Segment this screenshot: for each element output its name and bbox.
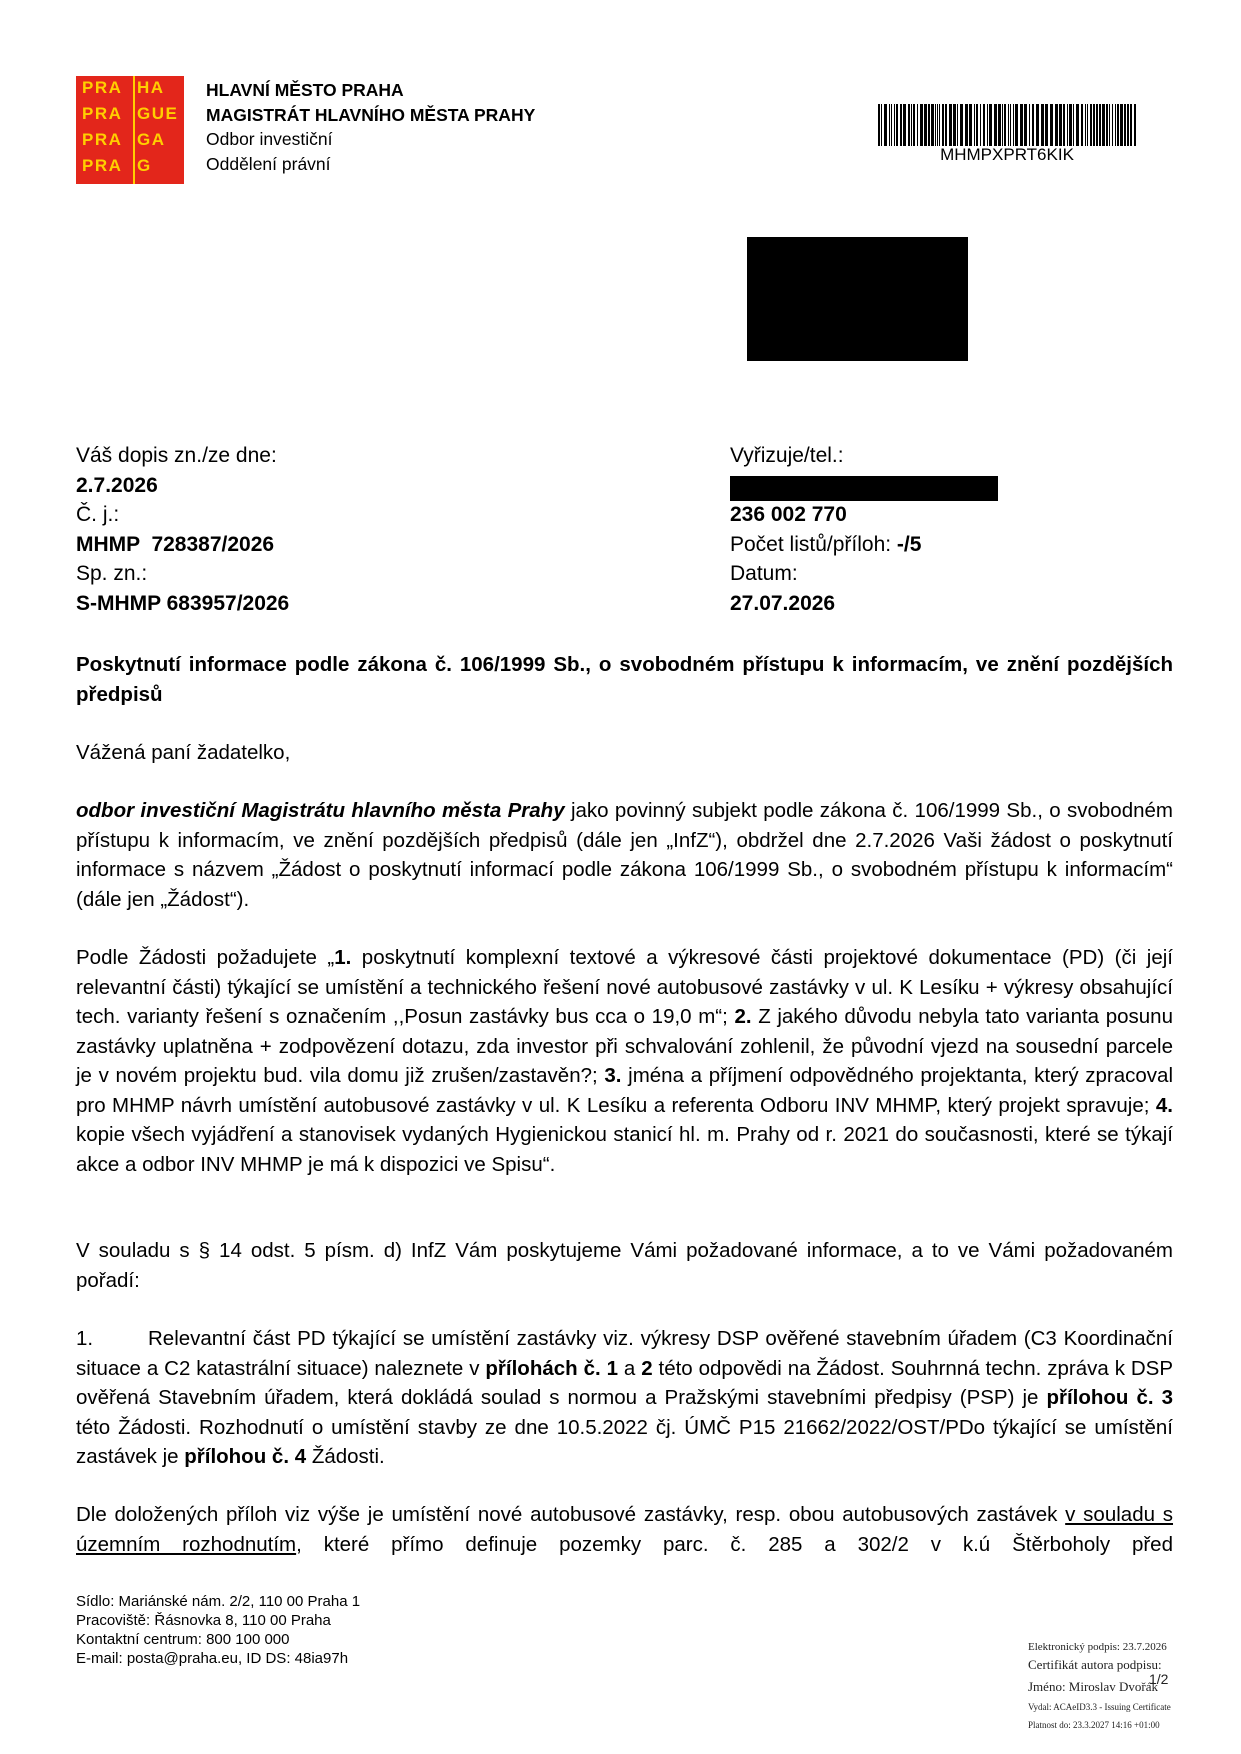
signature-issuer: Vydal: ACAeID3.3 - Issuing Certificate — [1028, 1702, 1171, 1712]
barcode-bar — [949, 104, 952, 146]
barcode-bar — [1015, 104, 1018, 146]
logo-row: PRA G — [82, 156, 152, 175]
paragraph-intro: odbor investiční Magistrátu hlavního města Prahy jako povinný subjekt podle zákona č. 106/1999 Sb., o svobodném přístupu k informacím, ve znění pozdějších předpisů (dále jen „InfZ“), obdržel dne 2.7.2026 Vaši žádost o poskytnutí informace s názvem „Žádost o poskytnutí informací podle zákona 106/1999 Sb., o svobodném přístupu k informacím“ (dále jen „Žádost“). — [76, 799, 1173, 911]
barcode-bar — [1008, 104, 1009, 146]
barcode-bar — [900, 104, 902, 146]
barcode-bar — [974, 104, 975, 146]
file-number: S-MHMP 683957/2026 — [76, 591, 290, 615]
paragraph-response: V souladu s § 14 odst. 5 písm. d) InfZ Vám poskytujeme Vámi požadované informace, a to ve Vámi požadovaném pořadí: — [76, 1239, 1173, 1292]
footer-office: Pracoviště: Řásnovka 8, 110 00 Praha — [76, 1612, 331, 1629]
document-date: 27.07.2026 — [730, 591, 836, 615]
page-number: 1/2 — [1149, 1671, 1169, 1687]
barcode-bar — [998, 104, 1001, 146]
paragraph-request: Podle Žádosti požadujete „1. poskytnutí komplexní textové a výkresové části projektové dokumentace (PD) (či její relevantní části) týkající se umístění a technického řešení nové autobusové zastávky v ul. K Lesíku + výkresy obsahující tech. varianty řešení s označením ,,Posun zastávky bus cca o 19,0 m“; 2. Z jakého důvodu nebyla tato varianta posunu zastávky uplatněna + zodpovězení dotazu, zda investor při schvalování zohlenil, že původní vjezd na sousední parcele je v novém projektu bud. vila domu již zrušen/zastavěn?; 3. jména a příjmení odpovědného projektanta, který zpracoval pro MHMP návrh umístění autobusové zastávky v ul. K Lesíku a referenta Odboru INV MHMP, který projekt spravuje; 4. kopie všech vyjádření a stanovisek vydaných Hygienickou stanicí hl. m. Prahy od r. 2021 do současnosti, které se týkají akce a odbor INV MHMP je má k dispozici ve Spisu“. — [76, 946, 1174, 1176]
barcode-bar — [1024, 104, 1027, 146]
barcode-bar — [987, 104, 988, 146]
barcode-bar — [924, 104, 927, 146]
barcode-bar — [1102, 104, 1105, 146]
barcode-bar — [976, 104, 978, 146]
barcode-bar — [1069, 104, 1072, 146]
barcode-bar — [983, 104, 985, 146]
barcode-bar — [1076, 104, 1079, 146]
file-number-label: Sp. zn.: — [76, 562, 148, 585]
barcode-bar — [1073, 104, 1074, 146]
barcode-bar — [894, 104, 895, 146]
barcode-bar — [1120, 104, 1123, 146]
barcode-bar — [1093, 104, 1095, 146]
signature-validity: Platnost do: 23.3.2027 14:16 +01:00 — [1028, 1720, 1160, 1730]
barcode-bar — [935, 104, 936, 146]
barcode-bar — [908, 104, 910, 146]
footer-contact-center: Kontaktní centrum: 800 100 000 — [76, 1631, 290, 1648]
barcode-bar — [953, 104, 956, 146]
paragraph-answer-1: 1. Relevantní část PD týkající se umístění zastávky viz. výkresy DSP ověřené stavebním úřadem (C3 Koordinační situace a C2 katastrální situace) naleznete v přílohách č. 1 a 2 této odpovědi na Žádost. Souhrnná techn. zpráva k DSP ověřená Stavebním úřadem, která dokládá soulad s normou a Pražskými stavebními předpisy (PSP) je přílohou č. 3 této Žádosti. Rozhodnutí o umístění stavby ze dne 10.5.2022 čj. ÚMČ P15 21662/2022/OST/PDo týkající se umístění zastávek je přílohou č. 4 Žádosti. — [76, 1327, 1173, 1468]
date-label: Datum: — [730, 562, 798, 585]
barcode-bar — [1055, 104, 1058, 146]
barcode-bar — [917, 104, 918, 146]
case-number-label: Č. j.: — [76, 503, 120, 526]
letter-ref-date: 2.7.2026 — [76, 473, 158, 497]
barcode-bar — [891, 104, 892, 146]
barcode-bar — [896, 104, 898, 146]
barcode-bar — [1124, 104, 1126, 146]
footer-contact — [76, 1592, 360, 1668]
barcode-bar — [1067, 104, 1068, 146]
barcode-bar — [1002, 104, 1003, 146]
barcode-bar — [1036, 104, 1039, 146]
barcode-bar — [913, 104, 915, 146]
barcode-bar — [1010, 104, 1011, 146]
barcode-bar — [1130, 104, 1132, 146]
signature-date: Elektronický podpis: 23.7.2026 — [1028, 1641, 1167, 1653]
logo-row: PRA GUE — [82, 104, 179, 123]
barcode-bar — [994, 104, 997, 146]
barcode-bar — [1013, 104, 1014, 146]
barcode-bar — [969, 104, 972, 146]
barcode-bar — [1117, 104, 1119, 146]
attachments-count: Počet listů/příloh: -/5 — [730, 532, 922, 556]
signature-name: Jméno: Miroslav Dvořák — [1028, 1679, 1158, 1694]
barcode-bar — [1081, 104, 1083, 146]
barcode-bar — [1134, 104, 1136, 146]
handler-label: Vyřizuje/tel.: — [730, 444, 844, 467]
issuer-magistrate: MAGISTRÁT HLAVNÍHO MĚSTA PRAHY — [206, 104, 536, 125]
barcode-bar — [937, 104, 938, 146]
barcode-bar — [980, 104, 981, 146]
barcode-bar — [931, 104, 934, 146]
redacted-handler — [730, 476, 998, 501]
issuer-section: Oddělení právní — [206, 153, 331, 174]
barcode-bar — [1020, 104, 1023, 146]
barcode-bar — [1059, 104, 1062, 146]
salutation: Vážená paní žadatelko, — [76, 741, 291, 764]
barcode-bar — [960, 104, 963, 146]
reference-right — [730, 441, 921, 618]
subject-line: Poskytnutí informace podle zákona č. 106/1999 Sb., o svobodném přístupu k informacím, ve znění pozdějších předpisů — [76, 653, 1173, 706]
barcode-bar — [1085, 104, 1086, 146]
handler-phone: 236 002 770 — [730, 503, 847, 526]
logo-row: PRA GA — [82, 130, 166, 149]
barcode-bar — [965, 104, 968, 146]
barcode-bar — [1087, 104, 1088, 146]
barcode-bar — [889, 104, 890, 146]
footer-email: E-mail: posta@praha.eu, ID DS: 48ia97h — [76, 1650, 349, 1667]
barcode-bar — [989, 104, 992, 146]
barcode-bar — [939, 104, 940, 146]
barcode-bar — [1090, 104, 1092, 146]
case-number: MHMP 728387/2026 — [76, 532, 275, 556]
barcode-bar — [1045, 104, 1048, 146]
barcode-bar — [1041, 104, 1044, 146]
barcode — [878, 104, 1136, 146]
barcode-bar — [1004, 104, 1006, 146]
barcode-bar — [928, 104, 930, 146]
praha-logo — [76, 76, 184, 184]
issuer-department: Odbor investiční — [206, 129, 333, 149]
barcode-bar — [911, 104, 912, 146]
barcode-bar — [957, 104, 958, 146]
barcode-bar — [878, 104, 880, 146]
barcode-bar — [1115, 104, 1116, 146]
signature-certificate: Certifikát autora podpisu: — [1028, 1657, 1162, 1672]
barcode-bar — [1050, 104, 1053, 146]
redacted-address — [747, 237, 968, 361]
barcode-bar — [1112, 104, 1113, 146]
barcode-bar — [1096, 104, 1098, 146]
barcode-bar — [903, 104, 906, 146]
issuer-city: HLAVNÍ MĚSTO PRAHA — [206, 80, 404, 100]
barcode-bar — [881, 104, 882, 146]
issuer-header — [206, 78, 535, 176]
paragraph-conclusion: Dle doložených příloh viz výše je umístění nové autobusové zastávky, resp. obou autobusových zastávek v souladu s územním rozhodnutím, které přímo definuje pozemky parc. č. 285 a 302/2 v k.ú Štěrboholy před — [76, 1503, 1174, 1556]
barcode-bar — [1127, 104, 1129, 146]
barcode-bar — [1032, 104, 1034, 146]
barcode-bar — [945, 104, 947, 146]
barcode-bar — [1063, 104, 1065, 146]
barcode-bar — [1099, 104, 1101, 146]
footer-seat: Sídlo: Mariánské nám. 2/2, 110 00 Praha 1 — [76, 1593, 361, 1610]
barcode-bar — [942, 104, 944, 146]
barcode-bar — [920, 104, 923, 146]
electronic-signature — [1028, 1640, 1178, 1734]
logo-row: PRA HA — [82, 78, 165, 97]
barcode-bar — [1106, 104, 1108, 146]
barcode-bar — [1109, 104, 1110, 146]
barcode-code: MHMPXPRT6KIK — [940, 145, 1074, 164]
barcode-bar — [1029, 104, 1030, 146]
barcode-bar — [884, 104, 887, 146]
letter-ref-label: Váš dopis zn./ze dne: — [76, 444, 277, 467]
reference-left — [76, 441, 289, 618]
